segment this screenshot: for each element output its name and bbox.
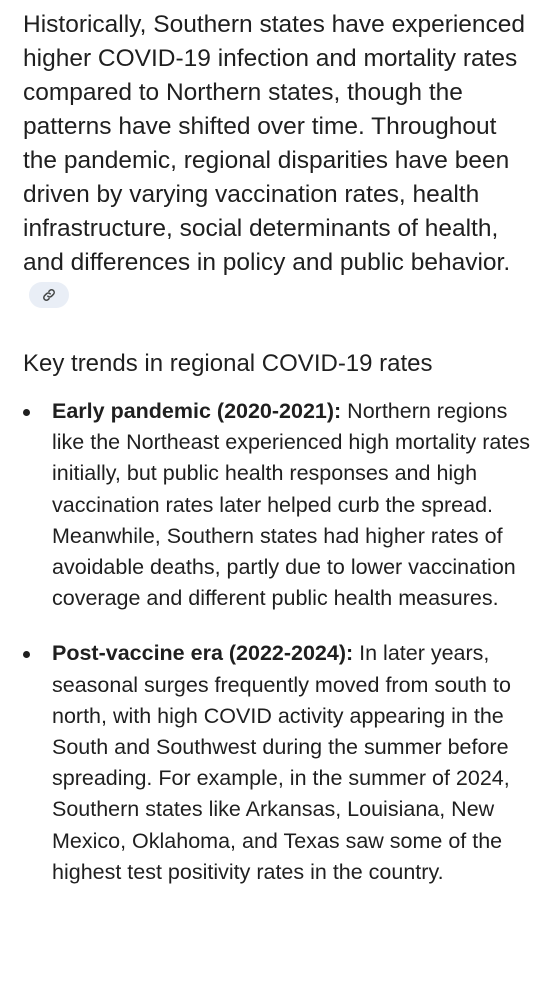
list-item-text: In later years, seasonal surges frequently moved from south to north, with high COVID activity appearing in the South and Southwest during the summer before spreading. For example, in the summer of 2024, Southern states like Arkansas, Louisiana, New Mexico, Oklahoma, and Texas saw some of the highest test positivity rates in the country. bbox=[52, 641, 511, 884]
section-heading: Key trends in regional COVID-19 rates bbox=[23, 350, 433, 377]
list-item bbox=[23, 638, 535, 888]
intro-text: Historically, Southern states have experienced higher COVID-19 infection and mortality rates compared to Northern states, though the patterns have shifted over time. Throughout the pandemic, regional disparities have been driven by varying vaccination rates, health infrastructure, social determinants of health, and differences in policy and public behavior. bbox=[23, 11, 526, 276]
link-icon bbox=[42, 288, 56, 302]
list-item bbox=[23, 396, 535, 614]
source-link-chip[interactable] bbox=[29, 282, 69, 308]
bullet-icon bbox=[23, 409, 30, 416]
bullet-icon bbox=[23, 651, 30, 658]
list-item-text: Northern regions like the Northeast experienced high mortality rates initially, but public health responses and high vaccination rates later helped curb the spread. Meanwhile, Southern states had higher rates of avoidable deaths, partly due to lower vaccination coverage and different public health measures. bbox=[52, 399, 531, 611]
list-item-lead: Early pandemic (2020-2021): bbox=[52, 399, 342, 423]
list-item-lead: Post-vaccine era (2022-2024): bbox=[52, 641, 354, 666]
trends-list bbox=[23, 396, 535, 888]
intro-paragraph bbox=[23, 8, 535, 314]
